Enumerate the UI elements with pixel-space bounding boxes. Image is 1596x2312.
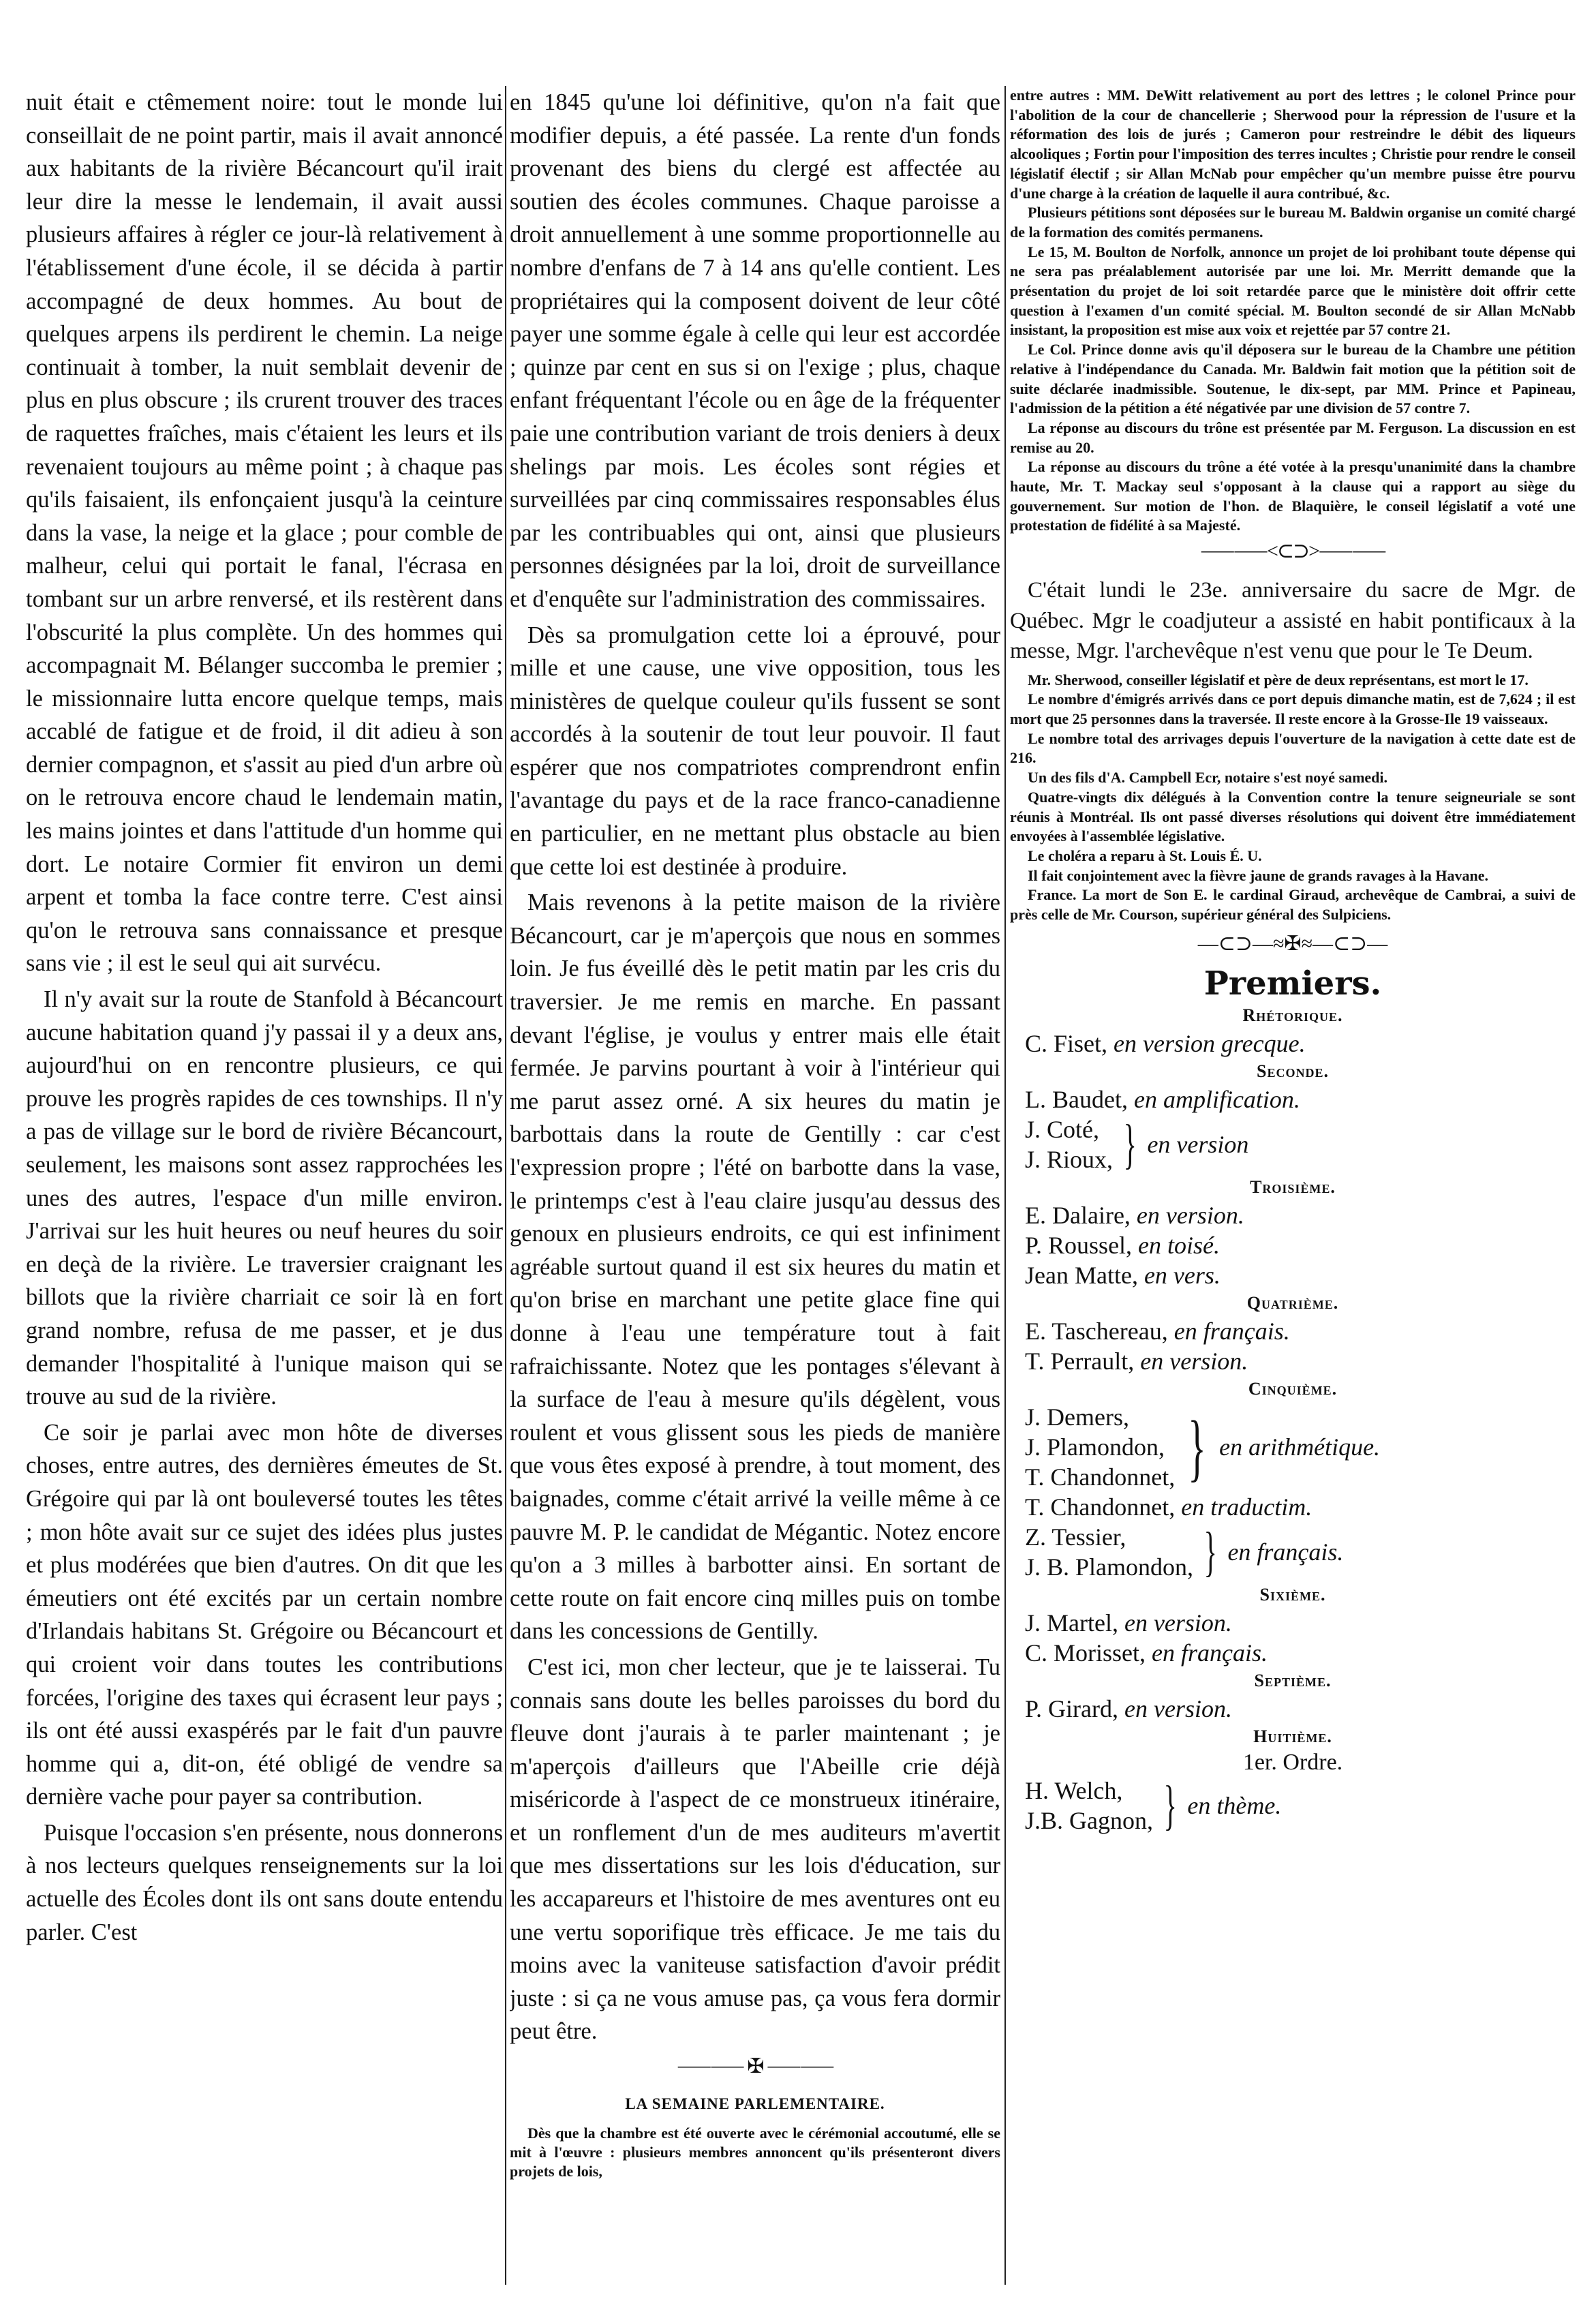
news-item: France. La mort de Son E. le cardinal Giraud, archevêque de Cambrai, a suivi de près celle de Mr. Courson, supérieur général des Sulpiciens. (1010, 886, 1576, 924)
student-line (1010, 1260, 1576, 1290)
student-line (1010, 1638, 1576, 1668)
brace-icon: } (1188, 1405, 1206, 1489)
student-group (1010, 1522, 1576, 1582)
student-line (1010, 1316, 1576, 1346)
subject: en version. (1136, 1201, 1244, 1229)
section-title: LA SEMAINE PARLEMENTAIRE. (625, 2095, 885, 2113)
student-line (1010, 1230, 1576, 1260)
student-name: Z. Tessier, (1025, 1523, 1126, 1551)
class-heading: Huitième. (1253, 1726, 1332, 1746)
student-line (1010, 1084, 1576, 1114)
paragraph: entre autres : MM. DeWitt relativement au port des lettres ; le colonel Prince pour l'abolition de la cour de chancellerie ; Sherwood pour la répression de l'usure et la réformation des lois de jurés ; Cameron pour restreindre le débit des liqueurs alcooliques ; Fortin pour l'imposition des terres incultes ; Christie pour rendre le conseil législatif électif ; sir Allan McNab pour empêcher qu'un membre puisse être pourvu d'une charge à la création de laquelle il aura contribué, &c. (1010, 87, 1576, 202)
paragraph: nuit était e ctêmement noire: tout le monde lui conseillait de ne point partir, mais il avait annoncé aux habitants de la rivière Bécancourt qu'il irait leur dire la messe le lendemain, il avait aussi plusieurs affaires à régler ce jour-là relativement à l'établissement d'une école, il se décida à partir accompagné de deux hommes. Au bout de quelques arpens ils perdirent le chemin. La neige continuait à tomber, la nuit semblait devenir de plus en plus obscure ; ils crurent trouver des traces de raquettes fraîches, mais c'étaient les leurs et ils revenaient toujours au même point ; à chaque pas qu'ils faisaient, ils enfonçaient jusqu'à la ceinture dans la vase, la neige et la glace ; pour comble de malheur, celui qui portait le fanal, l'écrasa en tombant sur un arbre renversé, et ils restèrent dans l'obscurité la plus complète. Un des hommes qui accompagnait M. Bélanger succomba le premier ; le missionnaire lutta encore quelque temps, mais accablé de fatigue et de froid, il dit adieu à son dernier compagnon, et s'assit au pied d'un arbre où on le retrouva encore chaud le lendemain matin, les mains jointes et dans l'attitude d'un homme qui dort. Le notaire Cormier fit environ un demi arpent et tomba la face contre terre. C'est ainsi qu'on le retrouva sans connaissance et presque sans vie ; il est le seul qui ait survécu. (26, 89, 503, 977)
paragraph: Le 15, M. Boulton de Norfolk, annonce un projet de loi prohibant toute dépense qui ne sera pas préalablement autorisée par une loi. Mr. Merritt demande que la présentation du projet de loi soit retardée parce que le ministère doit offrir cette question à l'examen d'un comité spécial. M. Boulton secondé de sir Allan McNabb insistant, la proposition est mise aux voix et rejettée par 57 contre 21. (1010, 243, 1576, 339)
column-3 (1010, 86, 1576, 2285)
paragraph: La réponse au discours du trône est présentée par M. Ferguson. La discussion en est remise au 20. (1010, 419, 1576, 456)
student-name: J. Martel, (1025, 1609, 1118, 1637)
section-text: Dès que la chambre est été ouverte avec le cérémonial accoutumé, elle se mit à l'œuvre : plusieurs membres annoncent qu'ils présenteront divers projets de lois, (510, 2124, 1000, 2180)
news-item: Mr. Sherwood, conseiller législatif et père de deux représentans, est mort le 17. (1028, 671, 1529, 688)
class-heading: Rhétorique. (1242, 1005, 1343, 1025)
subject: en français. (1152, 1639, 1268, 1667)
news-item: Le choléra a reparu à St. Louis É. U. (1028, 847, 1262, 864)
brace-icon: } (1123, 1114, 1137, 1174)
student-line (1010, 1029, 1576, 1059)
student-name: H. Welch, (1025, 1776, 1123, 1804)
paragraph: Le Col. Prince donne avis qu'il déposera sur le bureau de la Chambre une pétition relative à l'indépendance du Canada. Mr. Baldwin fait motion que la pétition soit de suite déclarée inadmissible. Soutenue, le dix-sept, par MM. Prince et Papineau, l'admission de la pétition a été négativée par une division de 57 contre 7. (1010, 341, 1576, 417)
class-heading: Troisième. (1250, 1176, 1336, 1197)
news-item: Un des fils d'A. Campbell Ecr, notaire s'est noyé samedi. (1028, 769, 1388, 787)
column-2 (510, 86, 1000, 2285)
premiers-list (1010, 964, 1576, 1836)
student-name: C. Morisset, (1025, 1639, 1146, 1667)
class-heading: Seconde. (1257, 1061, 1329, 1081)
paragraph: Ce soir je parlai avec mon hôte de diverses choses, entre autres, des dernières émeutes de St. Grégoire qui par là ont bouleversé toutes les têtes ; mon hôte avait sur ce sujet des idées plus justes et plus modérées que bien d'autres. On dit que les émeutiers ont été excités par un certain nombre d'Irlandais habitans St. Grégoire ou Bécancourt et qui croient voir dans toutes les contributions forcées, l'origine des taxes qui écrasent leur pays ; ils ont été aussi exaspérés par le fait d'un pauvre homme qui a, dit-on, été obligé de vendre sa dernière vache pour payer sa contribution. (26, 1419, 503, 1810)
subject: en version. (1140, 1347, 1248, 1375)
ornament-divider: ⸺⸺ ✠ ⸺⸺ (677, 2055, 833, 2078)
student-name: P. Girard, (1025, 1694, 1118, 1722)
class-heading: Sixième. (1259, 1584, 1326, 1604)
student-line (1010, 1200, 1576, 1230)
subject: en vers. (1144, 1261, 1221, 1289)
subject: en version. (1124, 1694, 1232, 1722)
ornament-divider: ⸺⸺<⊂⊃>⸺⸺ (1200, 540, 1385, 563)
class-heading: Septième. (1254, 1670, 1332, 1690)
news-item: Quatre-vingts dix délégués à la Convention contre la tenure seigneuriale se sont réunis à Montréal. Ils ont passé diverses résolutions qui doivent être immédiatement envoyées à l'assemblée législative. (1010, 788, 1576, 845)
student-line (1010, 1346, 1576, 1376)
student-group (1010, 1402, 1576, 1492)
student-name: C. Fiset, (1025, 1029, 1108, 1057)
student-name: T. Perrault, (1025, 1347, 1135, 1375)
column-1 (26, 86, 503, 2285)
paragraph: Dès sa promulgation cette loi a éprouvé, pour mille et une cause, une vive opposition, tous les ministères de quelque couleur qu'ils fussent se sont accordés à la soutenir de tout leur pouvoir. Il faut espérer que nos compatriotes comprendront enfin l'avantage du pays et de la race franco-canadienne en particulier, en ne mettant plus obstacle au bien que cette loi est destinée à produire. (510, 622, 1000, 880)
column-rule (1004, 86, 1006, 2285)
student-name: J. Coté, (1025, 1115, 1100, 1143)
student-name: Jean Matte, (1025, 1261, 1138, 1289)
student-name: T. Chandonnet, (1025, 1463, 1176, 1491)
column-rule (505, 86, 506, 2285)
student-line (1010, 1694, 1576, 1724)
subject: en traductim. (1181, 1493, 1313, 1521)
student-name: J. Demers, (1025, 1403, 1129, 1431)
news-item: Il fait conjointement avec la fièvre jaune de grands ravages à la Havane. (1028, 866, 1489, 884)
paragraph: en 1845 qu'une loi définitive, qu'on n'a fait que modifier depuis, a été passée. La rente d'un fonds provenant des biens du clergé est affectée au soutien des écoles communes. Chaque paroisse a droit annuellement à une somme proportionnelle au nombre d'enfans de 7 à 14 ans qu'elle contient. Les propriétaires qui la composent doivent de leur côté payer une somme égale à celle qui leur est accordée ; quinze par cent en sus si on l'exige ; plus, chaque enfant fréquentant l'école ou en âge de la fréquenter paie une contribution variant de trois deniers à deux shelings par mois. Les écoles sont régies et surveillées par cinq commissaires responsables élus par les contribuables qui ont, ainsi que plusieurs personnes désignées par la loi, droit de surveillance et d'enquête sur l'administration des commissaires. (510, 89, 1000, 612)
subject: en thème. (1187, 1791, 1282, 1819)
paragraph: C'était lundi le 23e. anniversaire du sacre de Mgr. de Québec. Mgr le coadjuteur a assisté en habit pontificaux à la messe, Mgr. l'archevêque n'est venu que pour le Te Deum. (1010, 578, 1576, 664)
subject: en toisé. (1138, 1231, 1221, 1259)
subject: en version. (1124, 1609, 1232, 1637)
subject: en français. (1227, 1538, 1344, 1566)
news-items (1010, 671, 1576, 925)
paragraph: Puisque l'occasion s'en présente, nous donnerons à nos lecteurs quelques renseignements sur la loi actuelle des Écoles dont ils ont sans doute entendu parler. C'est (26, 1819, 503, 1945)
student-group (1010, 1776, 1576, 1836)
parliament-notes (1010, 86, 1576, 536)
premiers-title: Premiers. (1203, 964, 1382, 1003)
class-heading: Cinquième. (1248, 1378, 1338, 1399)
student-name: L. Baudet, (1025, 1085, 1128, 1113)
paragraph: C'est ici, mon cher lecteur, que je te laisserai. Tu connais sans doute les belles paroisses du bord du fleuve dont j'aurais à te parler maintenant ; je m'aperçois d'ailleurs que l'Abeille crie déjà miséricorde à l'aspect de ce monstrueux itinéraire, et un ronflement d'un de mes auditeurs m'avertit que mes dissertations sur les lois d'éducation, sur les accapareurs et l'histoire de mes aventures ont eu une vertu soporifique très efficace. Je me tais du moins avec la vaniteuse satisfaction d'avoir prédit juste : si ça ne vous amuse pas, ça vous fera dormir peut être. (510, 1654, 1000, 2045)
paragraph: Plusieurs pétitions sont déposées sur le bureau M. Baldwin organise un comité chargé de la formation des comités permanens. (1010, 204, 1576, 241)
news-item: Le nombre d'émigrés arrivés dans ce port depuis dimanche matin, est de 7,624 ; il est mort que 25 personnes dans la traversée. Il reste encore à la Grosse-Ile 19 vaisseaux. (1010, 690, 1576, 728)
subject: en amplification. (1133, 1085, 1300, 1113)
student-group (1010, 1114, 1576, 1174)
student-name: J.B. Gagnon, (1025, 1806, 1153, 1834)
student-name: J. Plamondon, (1025, 1433, 1165, 1461)
student-name: E. Dalaire, (1025, 1201, 1131, 1229)
subject: en version (1147, 1130, 1249, 1158)
student-name: J. Rioux, (1025, 1145, 1114, 1173)
paragraph: Mais revenons à la petite maison de la rivière Bécancourt, car je m'aperçois que nous en sommes loin. Je fus éveillé dès le petit matin par les cris du traversier. Je me remis en marche. En passant devant l'église, je voulus y entrer mais elle était fermée. Je parvins pourtant à voir à l'intérieur qui me parut assez orné. A six heures du matin je barbottais dans la route de Gentilly : car c'est l'expression propre ; l'été on barbotte dans la vase, le printemps c'est à l'eau claire jusqu'au dessus des genoux en plusieurs endroits, ce qui est infiniment agréable surtout quand il est six heures du matin et qu'on brise en marchant une petite glace fine qui donne à l'eau une température tout à fait rafraichissante. Notez que les pontages s'élevant à la surface de l'eau à mesure qu'ils dégèlent, vous roulent et vous glissent sous les pieds de manière que vous êtes exposé à prendre, à tout moment, des baignades, comme c'était arrivé la veille même à ce pauvre M. P. le candidat de Mégantic. Notez encore qu'on a 3 milles à barbotter ainsi. En sortant de cette route on fait encore cinq milles puis on tombe dans les concessions de Gentilly. (510, 889, 1000, 1645)
class-heading: Quatrième. (1246, 1292, 1339, 1313)
order-heading: 1er. Ordre. (1242, 1749, 1343, 1775)
brace-icon: } (1203, 1521, 1217, 1582)
student-name: E. Taschereau, (1025, 1317, 1168, 1345)
student-name: P. Roussel, (1025, 1231, 1133, 1259)
ornament-divider: —⊂⊃—≈✠≈—⊂⊃— (1197, 932, 1388, 955)
paragraph: Il n'y avait sur la route de Stanfold à Bécancourt aucune habitation quand j'y passai il y a deux ans, aujourd'hui on en rencontre plusieurs, ce qui prouve les progrès rapides de ces townships. Il n'y a pas de village sur le bord de rivière Bécancourt, seulement, les maisons sont assez rapprochées les unes des autres, l'espace d'un mille environ. J'arrivai sur les huit heures ou neuf heures du soir en deçà de la rivière. Le traversier craignant les billots que la rivière charriait ce soir là en fort grand nombre, refusa de me passer, et je dus demander l'hospitalité à l'unique maison qui se trouve au sud de la rivière. (26, 986, 503, 1410)
subject: en version grecque. (1114, 1029, 1306, 1057)
subject: en français. (1173, 1317, 1290, 1345)
student-line (1010, 1608, 1576, 1638)
news-item: Le nombre total des arrivages depuis l'ouverture de la navigation à cette date est de 216. (1010, 729, 1576, 767)
student-name: T. Chandonnet, (1025, 1493, 1176, 1521)
brace-icon: } (1163, 1775, 1177, 1836)
subject: en arithmétique. (1219, 1433, 1381, 1461)
student-name: J. B. Plamondon, (1025, 1553, 1194, 1581)
paragraph: La réponse au discours du trône a été votée à la presqu'unanimité dans la chambre haute, Mr. T. Mackay seul s'opposant à la clause qui a rapport au siège du gouvernement. Sur motion de l'hon. de Blaquière, le conseil législatif a voté une protestation de fidélité à sa Majesté. (1010, 458, 1576, 534)
student-line (1010, 1492, 1576, 1522)
